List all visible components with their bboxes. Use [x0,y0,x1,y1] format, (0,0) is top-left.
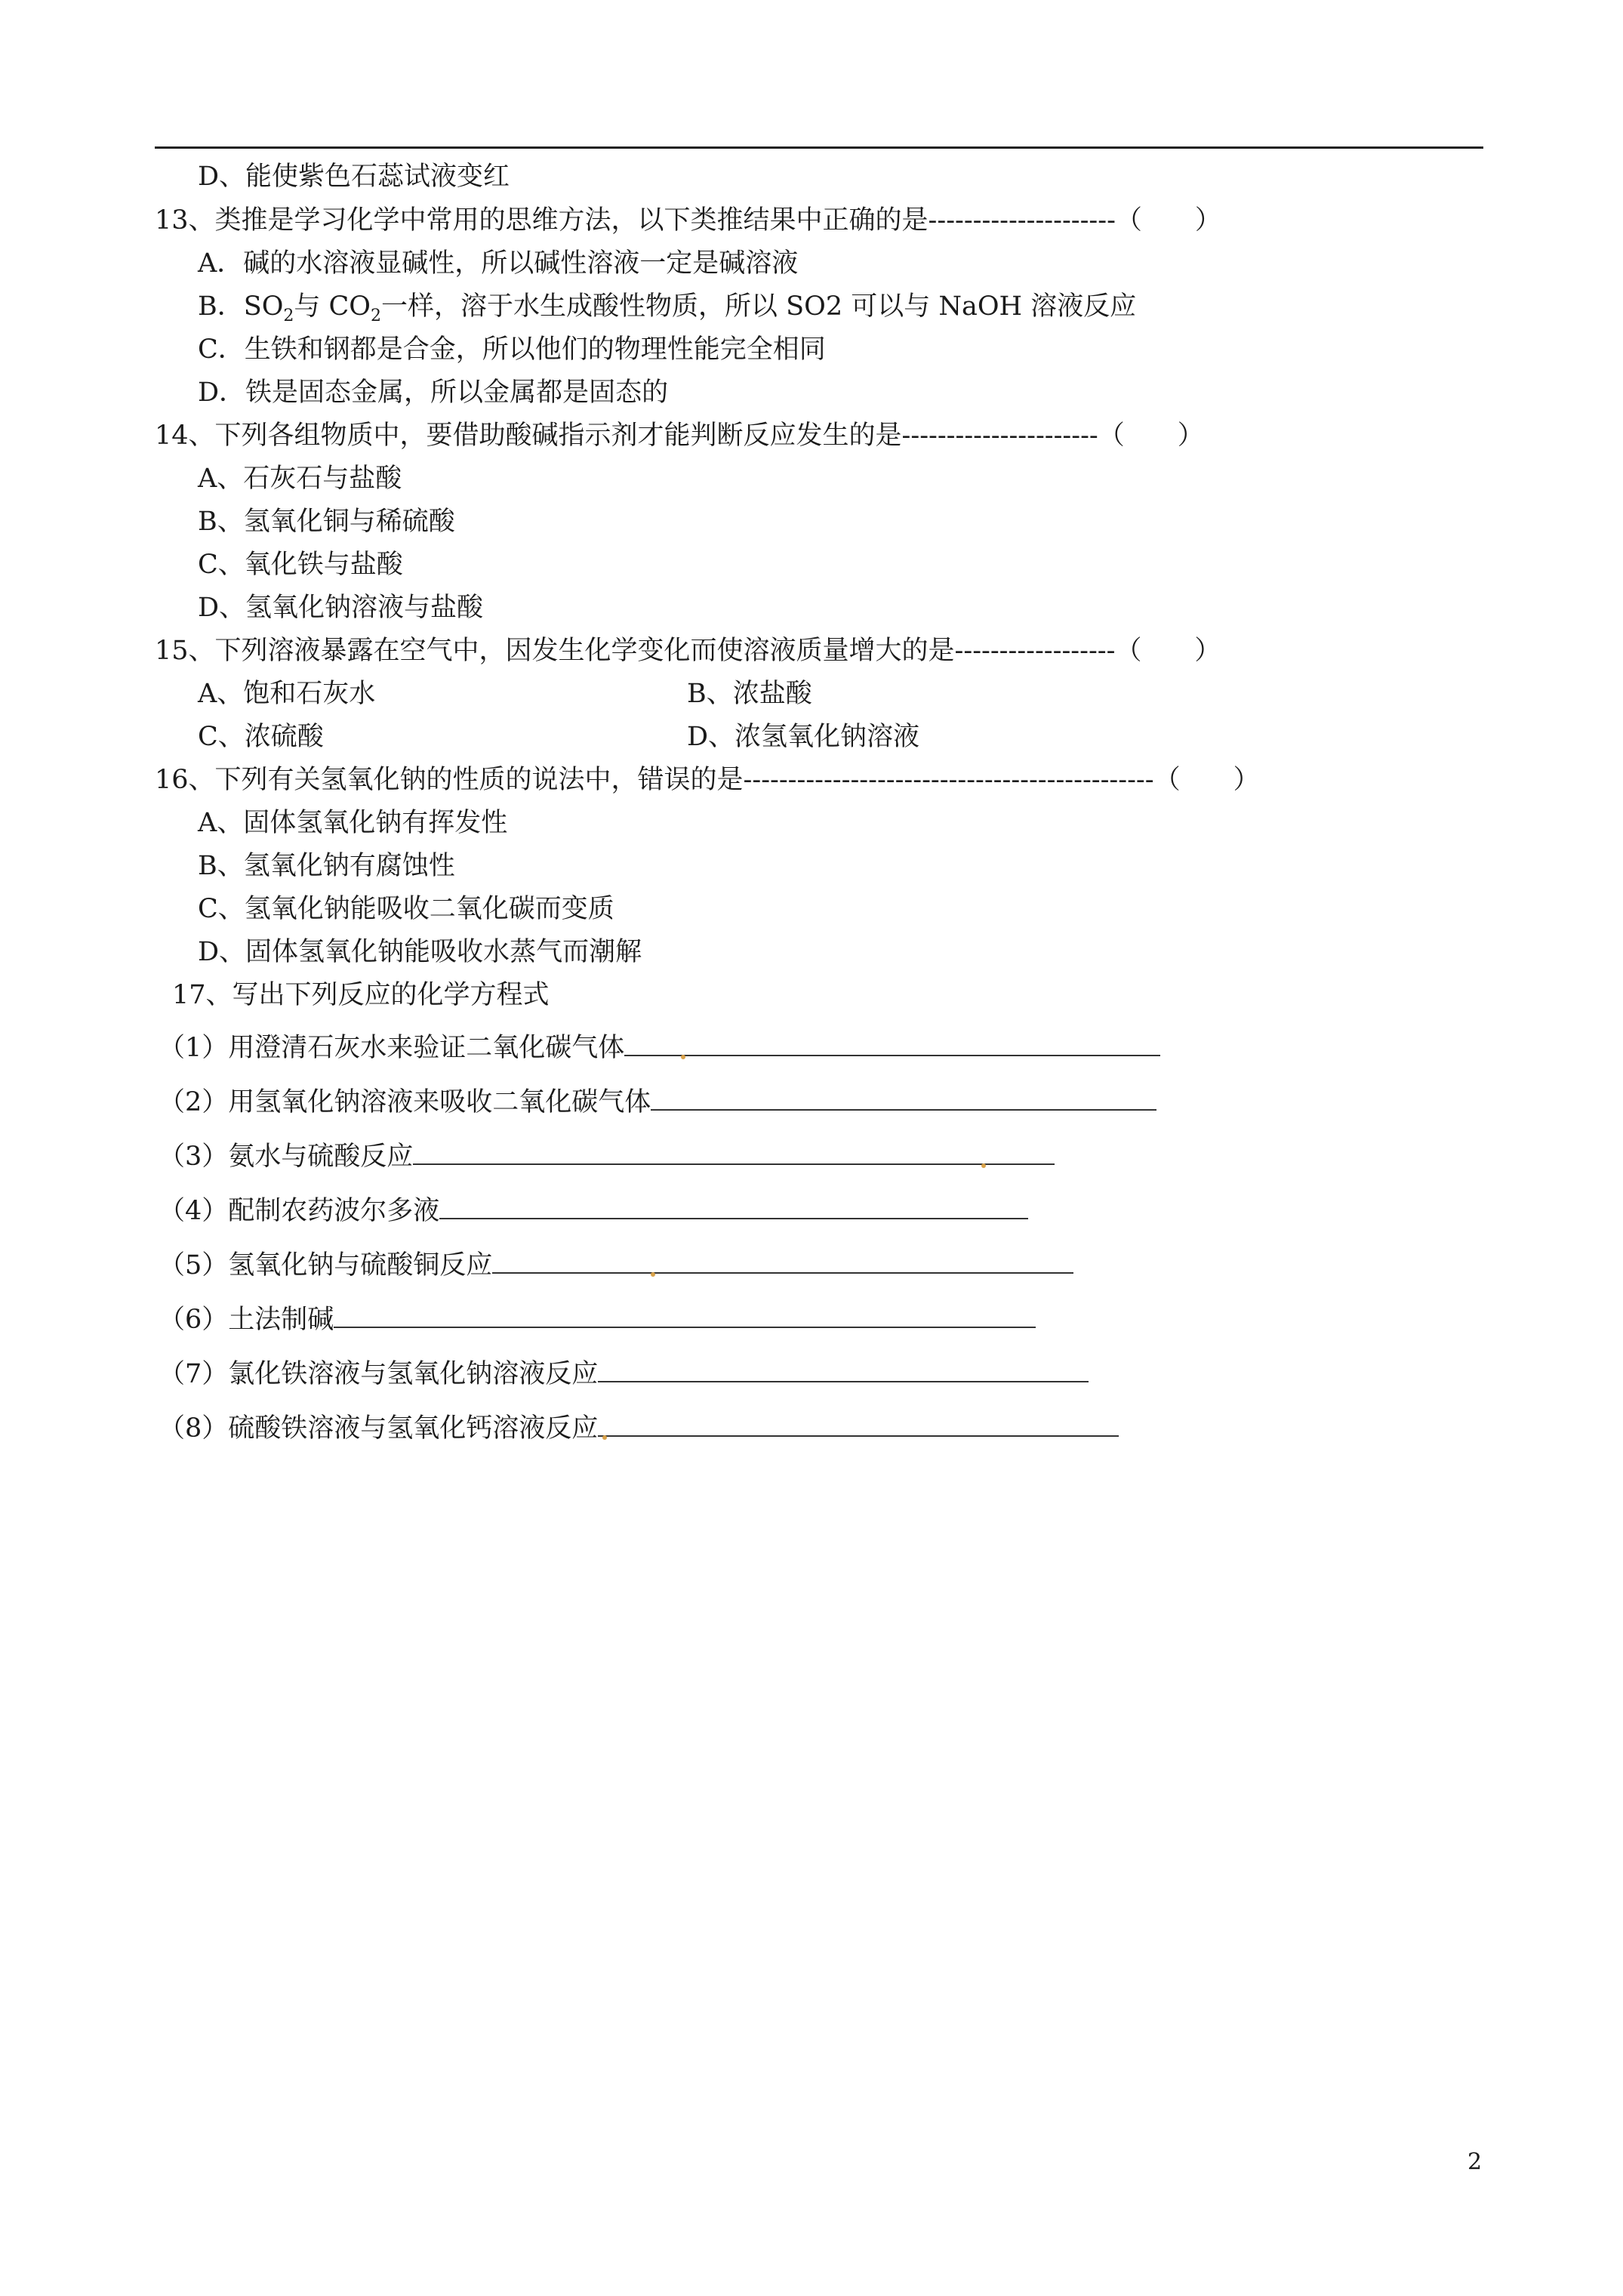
q17-item-5-answer-blank[interactable] [492,1248,1073,1274]
q17-item-5-label: （5）氢氧化钠与硫酸铜反应 [159,1250,493,1281]
q17-item-1-label: （1）用澄清石灰水来验证二氧化碳气体 [159,1033,625,1063]
q17-item-5 [159,1248,1073,1282]
q16-option-b: B、氢氧化钠有腐蚀性 [198,851,455,881]
q17-item-8-label: （8）硫酸铁溶液与氢氧化钙溶液反应 [159,1413,599,1444]
question-13-dashes: --------------------- [928,205,1116,236]
q17-item-6-answer-blank[interactable] [334,1302,1036,1328]
q17-item-4 [159,1194,1028,1228]
q17-item-1 [159,1031,1160,1065]
q17-item-3 [159,1139,1055,1173]
question-15-answer-paren[interactable]: （ ） [1115,636,1221,666]
q17-item-2 [159,1085,1156,1119]
q12-option-d: D、能使紫色石蕊试液变红 [198,162,510,192]
question-16-text: 16、下列有关氢氧化钠的性质的说法中，错误的是 [155,765,744,795]
question-14-answer-paren[interactable]: （ ） [1098,421,1204,451]
question-13 [155,204,1221,237]
q15-option-c: C、浓硫酸 [198,722,324,752]
page-number: 2 [1467,2149,1483,2175]
question-13-text: 13、类推是学习化学中常用的思维方法，以下类推结果中正确的是 [155,205,929,236]
q13b-subscript-1: 2 [283,307,294,325]
question-16 [155,763,1260,797]
q14-option-c: C、氧化铁与盐酸 [198,550,403,580]
q17-item-2-answer-blank[interactable] [651,1085,1156,1111]
q17-item-1-answer-blank[interactable] [624,1031,1160,1056]
q17-item-8 [159,1411,1119,1445]
q15-option-b: B、浓盐酸 [687,679,812,709]
q15-option-a: A、饱和石灰水 [198,679,376,709]
q16-option-a: A、固体氢氧化钠有挥发性 [198,808,508,838]
q17-item-7 [159,1357,1089,1391]
header-rule [155,146,1483,149]
question-14-dashes: ---------------------- [901,421,1098,451]
q14-option-d: D、氢氧化钠溶液与盐酸 [198,593,484,623]
q15-option-d: D、浓氢氧化钠溶液 [687,722,920,752]
q13-option-c: C．生铁和钢都是合金，所以他们的物理性能完全相同 [198,334,826,365]
question-14-text: 14、下列各组物质中，要借助酸碱指示剂才能判断反应发生的是 [155,421,902,451]
q14-option-a: A、石灰石与盐酸 [198,464,402,494]
q13-option-d: D．铁是固态金属，所以金属都是固态的 [198,378,669,408]
question-13-answer-paren[interactable]: （ ） [1115,205,1221,236]
q16-option-c: C、氢氧化钠能吸收二氧化碳而变质 [198,894,614,924]
question-16-dashes: ---------------------------------------------- [743,765,1154,795]
question-14 [155,419,1204,452]
q13-option-b [198,290,1136,323]
q17-item-7-answer-blank[interactable] [598,1357,1089,1382]
question-15 [155,634,1221,667]
q17-item-2-label: （2）用氢氧化钠溶液来吸收二氧化碳气体 [159,1087,651,1117]
q13b-text-2: 与 CO [294,291,371,322]
question-17: 17、写出下列反应的化学方程式 [172,980,550,1010]
q13b-text-1: B．SO [198,291,284,322]
q17-item-3-answer-blank[interactable] [413,1139,1055,1165]
q17-item-4-label: （4）配制农药波尔多液 [159,1196,440,1226]
question-15-dashes: ------------------ [954,636,1116,666]
q17-item-6-label: （6）土法制碱 [159,1305,334,1335]
q16-option-d: D、固体氢氧化钠能吸收水蒸气而潮解 [198,937,642,967]
question-16-answer-paren[interactable]: （ ） [1153,765,1260,795]
q17-item-6 [159,1302,1036,1336]
q13-option-a: A．碱的水溶液显碱性，所以碱性溶液一定是碱溶液 [198,248,799,279]
q17-item-8-answer-blank[interactable] [598,1411,1119,1437]
q17-item-3-label: （3）氨水与硫酸反应 [159,1142,414,1172]
q17-item-4-answer-blank[interactable] [439,1194,1028,1219]
q17-item-7-label: （7）氯化铁溶液与氢氧化钠溶液反应 [159,1359,599,1389]
q14-option-b: B、氢氧化铜与稀硫酸 [198,507,455,537]
q13b-subscript-2: 2 [371,307,382,325]
q13b-text-3: 一样，溶于水生成酸性物质，所以 SO2 可以与 NaOH 溶液反应 [381,291,1137,322]
question-15-text: 15、下列溶液暴露在空气中，因发生化学变化而使溶液质量增大的是 [155,636,955,666]
